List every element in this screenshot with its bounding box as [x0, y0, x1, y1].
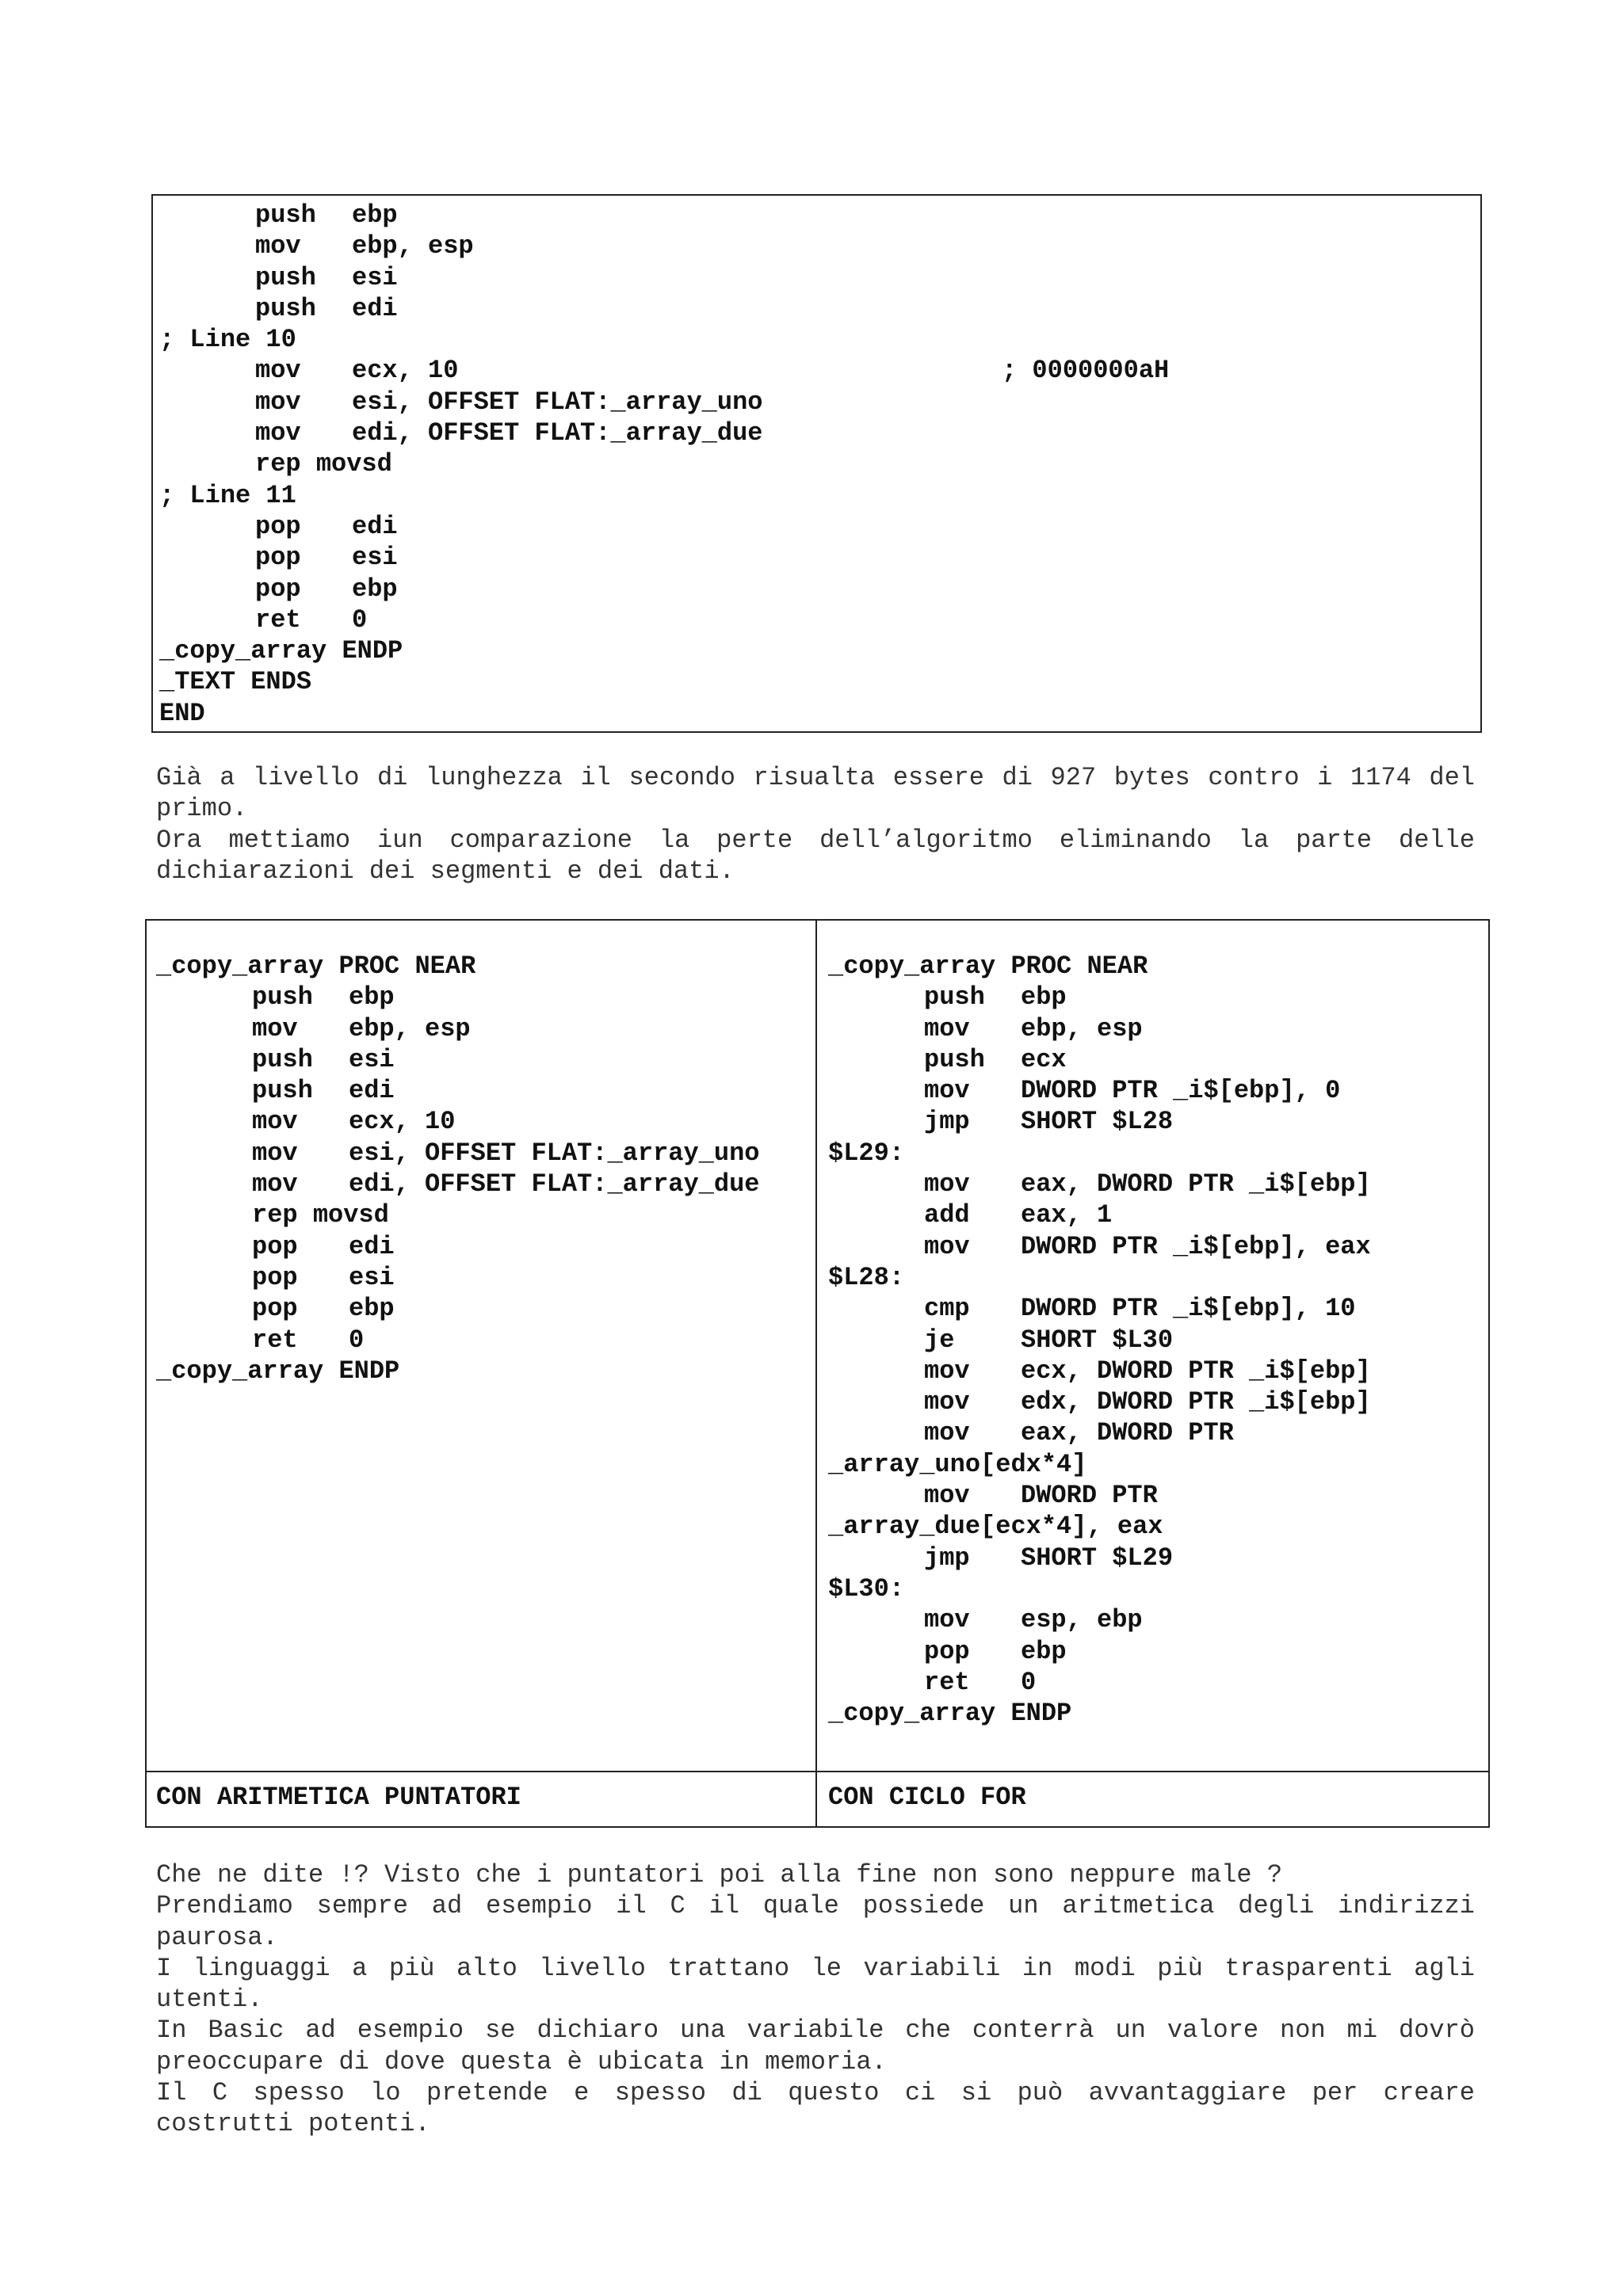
mnemonic: mov: [255, 387, 301, 417]
closing-paragraph: Che ne dite !? Visto che i puntatori poi alla fine non sono neppure male ?: [156, 1860, 1283, 1890]
code-comment: ; 0000000aH: [1002, 356, 1170, 386]
for-loop-code: [828, 951, 1488, 1729]
operands: eax, DWORD PTR: [1021, 1418, 1234, 1448]
mnemonic: mov: [252, 1107, 298, 1137]
mnemonic: mov: [252, 1013, 298, 1043]
code-instruction: [828, 1480, 1488, 1511]
mnemonic: mov: [255, 356, 301, 386]
mnemonic: push: [255, 293, 316, 323]
code-instruction: [828, 1604, 1488, 1635]
mnemonic: je: [924, 1325, 955, 1355]
code-instruction: [156, 1293, 815, 1324]
operands: DWORD PTR _i$[ebp], 0: [1021, 1076, 1341, 1106]
code-instruction: [828, 1199, 1488, 1230]
mnemonic: pop: [252, 1231, 298, 1261]
operands: DWORD PTR _i$[ebp], eax: [1021, 1231, 1371, 1261]
mnemonic: mov: [255, 231, 301, 261]
mnemonic: push: [252, 1076, 313, 1106]
paragraph-size-comparison: Già a livello di lunghezza il secondo risualta essere di 927 bytes contro i 1174 del primo.: [156, 763, 1475, 824]
code-instruction: [828, 1231, 1488, 1262]
mnemonic: push: [924, 1044, 985, 1074]
operands: esi: [349, 1044, 395, 1074]
mnemonic: mov: [924, 1356, 970, 1386]
operands: ebp: [352, 574, 398, 604]
code-line: $L28:: [828, 1262, 905, 1292]
operands: eax, 1: [1021, 1200, 1113, 1230]
mnemonic: mov: [255, 418, 301, 448]
mnemonic: mov: [252, 1138, 298, 1168]
code-instruction: [159, 448, 1480, 479]
mnemonic: pop: [252, 1294, 298, 1324]
operands: ebp, esp: [349, 1013, 471, 1043]
code-instruction: [828, 1013, 1488, 1044]
mnemonic: jmp: [924, 1107, 970, 1137]
operands: ebp: [1021, 982, 1067, 1013]
mnemonic: pop: [255, 574, 301, 604]
mnemonic: pop: [255, 543, 301, 573]
operands: esi, OFFSET FLAT:_array_uno: [349, 1138, 760, 1168]
code-line: _array_uno[edx*4]: [828, 1449, 1087, 1479]
operands: ecx, DWORD PTR _i$[ebp]: [1021, 1356, 1371, 1386]
code-line: ; Line 10: [159, 325, 296, 355]
mnemonic: push: [252, 1044, 313, 1074]
code-line: _copy_array ENDP: [159, 636, 403, 666]
code-instruction: [828, 1325, 1488, 1356]
operands: ebp: [1021, 1636, 1067, 1666]
mnemonic: mov: [924, 1013, 970, 1043]
mnemonic: mov: [924, 1387, 970, 1417]
mnemonic: mov: [924, 1605, 970, 1635]
mnemonic: jmp: [924, 1543, 970, 1573]
operands: movsd: [312, 1200, 389, 1230]
code-instruction: [828, 1356, 1488, 1386]
operands: ebp, esp: [1021, 1013, 1143, 1043]
closing-paragraph: Il C spesso lo pretende e spesso di questo ci si può avvantaggiare per creare costrutti potenti.: [156, 2078, 1475, 2139]
pointer-arithmetic-caption: CON ARITMETICA PUNTATORI: [147, 1771, 817, 1826]
operands: 0: [352, 605, 368, 635]
pointer-arithmetic-column: [147, 921, 817, 1771]
mnemonic: mov: [924, 1481, 970, 1511]
code-instruction: [828, 1667, 1488, 1698]
code-instruction: [156, 982, 815, 1013]
code-instruction: [159, 355, 1480, 386]
code-instruction: [159, 387, 1480, 418]
code-line: END: [159, 698, 205, 728]
operands: SHORT $L30: [1021, 1325, 1174, 1355]
mnemonic: push: [255, 200, 316, 230]
code-instruction: [828, 1636, 1488, 1667]
code-instruction: [828, 1543, 1488, 1573]
code-instruction: [828, 1386, 1488, 1417]
mnemonic: mov: [252, 1169, 298, 1199]
mnemonic: mov: [924, 1076, 970, 1106]
code-instruction: [156, 1106, 815, 1137]
operands: edx, DWORD PTR _i$[ebp]: [1021, 1387, 1371, 1417]
code-instruction: [828, 1044, 1488, 1075]
mnemonic: rep: [252, 1200, 298, 1230]
code-instruction: [156, 1231, 815, 1262]
code-instruction: [156, 1013, 815, 1044]
mnemonic: add: [924, 1200, 970, 1230]
operands: edi: [349, 1231, 395, 1261]
operands: movsd: [315, 449, 392, 479]
code-instruction: [156, 1169, 815, 1199]
mnemonic: rep: [255, 449, 301, 479]
code-line: _copy_array PROC NEAR: [828, 952, 1148, 981]
operands: esp, ebp: [1021, 1605, 1143, 1635]
code-instruction: [156, 1199, 815, 1230]
for-loop-caption: CON CICLO FOR: [817, 1771, 1488, 1826]
operands: 0: [349, 1325, 365, 1355]
code-line: $L29:: [828, 1138, 905, 1168]
mnemonic: pop: [255, 511, 301, 541]
code-instruction: [156, 1262, 815, 1293]
closing-text: [156, 1859, 1475, 2140]
mnemonic: mov: [924, 1418, 970, 1448]
code-instruction: [159, 418, 1480, 448]
operands: esi: [352, 262, 398, 292]
code-instruction: [159, 511, 1480, 542]
code-instruction: [828, 1075, 1488, 1106]
intro-text: [156, 762, 1475, 887]
operands: ecx, 10: [349, 1107, 456, 1137]
code-line: $L30:: [828, 1573, 905, 1604]
mnemonic: cmp: [924, 1294, 970, 1324]
code-instruction: [828, 1417, 1488, 1448]
mnemonic: mov: [924, 1231, 970, 1261]
for-loop-column: [817, 921, 1488, 1771]
code-instruction: [159, 605, 1480, 635]
code-instruction: [156, 1044, 815, 1075]
mnemonic: ret: [924, 1667, 970, 1697]
operands: edi: [352, 293, 398, 323]
code-line: _copy_array PROC NEAR: [156, 952, 476, 981]
code-line: _copy_array ENDP: [156, 1356, 400, 1386]
code-instruction: [159, 293, 1480, 324]
code-instruction: [159, 200, 1480, 231]
operands: esi: [349, 1262, 395, 1292]
code-instruction: [159, 542, 1480, 573]
code-line: _array_due[ecx*4], eax: [828, 1512, 1163, 1542]
operands: edi, OFFSET FLAT:_array_due: [352, 418, 763, 448]
code-line: _copy_array ENDP: [828, 1699, 1072, 1729]
mnemonic: ret: [255, 605, 301, 635]
code-instruction: [156, 1075, 815, 1106]
code-instruction: [156, 1325, 815, 1356]
mnemonic: pop: [252, 1262, 298, 1292]
code-line: ; Line 11: [159, 480, 296, 510]
mnemonic: push: [252, 982, 313, 1013]
operands: ebp: [349, 1294, 395, 1324]
operands: ebp, esp: [352, 231, 474, 261]
operands: SHORT $L28: [1021, 1107, 1174, 1137]
code-listing-top: [151, 194, 1482, 733]
code-instruction: [828, 982, 1488, 1013]
closing-paragraph: Prendiamo sempre ad esempio il C il quale possiede un aritmetica degli indirizzi paurosa.: [156, 1891, 1475, 1952]
code-line: _TEXT ENDS: [159, 667, 312, 697]
operands: ecx, 10: [352, 356, 459, 386]
operands: ebp: [352, 200, 398, 230]
paragraph-algorithm-comparison: Ora mettiamo iun comparazione la perte dell’algoritmo eliminando la parte delle dichiarazioni dei segmenti e dei dati.: [156, 825, 1475, 886]
mnemonic: ret: [252, 1325, 298, 1355]
comparison-table: [145, 919, 1490, 1828]
code-instruction: [828, 1169, 1488, 1199]
code-instruction: [828, 1106, 1488, 1137]
code-instruction: [828, 1293, 1488, 1324]
code-instruction: [159, 262, 1480, 293]
operands: eax, DWORD PTR _i$[ebp]: [1021, 1169, 1371, 1199]
code-instruction: [159, 231, 1480, 261]
code-instruction: [159, 574, 1480, 605]
code-instruction: [156, 1138, 815, 1169]
operands: edi: [349, 1076, 395, 1106]
operands: esi, OFFSET FLAT:_array_uno: [352, 387, 763, 417]
mnemonic: mov: [924, 1169, 970, 1199]
operands: ecx: [1021, 1044, 1067, 1074]
closing-paragraph: In Basic ad esempio se dichiaro una variabile che conterrà un valore non mi dovrò preoccupare di dove questa è ubicata in memoria.: [156, 2016, 1475, 2077]
pointer-arithmetic-code: [156, 951, 815, 1386]
operands: 0: [1021, 1667, 1037, 1697]
mnemonic: pop: [924, 1636, 970, 1666]
operands: DWORD PTR _i$[ebp], 10: [1021, 1294, 1356, 1324]
operands: SHORT $L29: [1021, 1543, 1174, 1573]
closing-paragraph: I linguaggi a più alto livello trattano le variabili in modi più trasparenti agli utenti.: [156, 1953, 1475, 2015]
operands: edi, OFFSET FLAT:_array_due: [349, 1169, 760, 1199]
operands: edi: [352, 511, 398, 541]
operands: DWORD PTR: [1021, 1481, 1158, 1511]
operands: ebp: [349, 982, 395, 1013]
code-lines: [159, 200, 1480, 729]
mnemonic: push: [255, 262, 316, 292]
mnemonic: push: [924, 982, 985, 1013]
operands: esi: [352, 543, 398, 573]
